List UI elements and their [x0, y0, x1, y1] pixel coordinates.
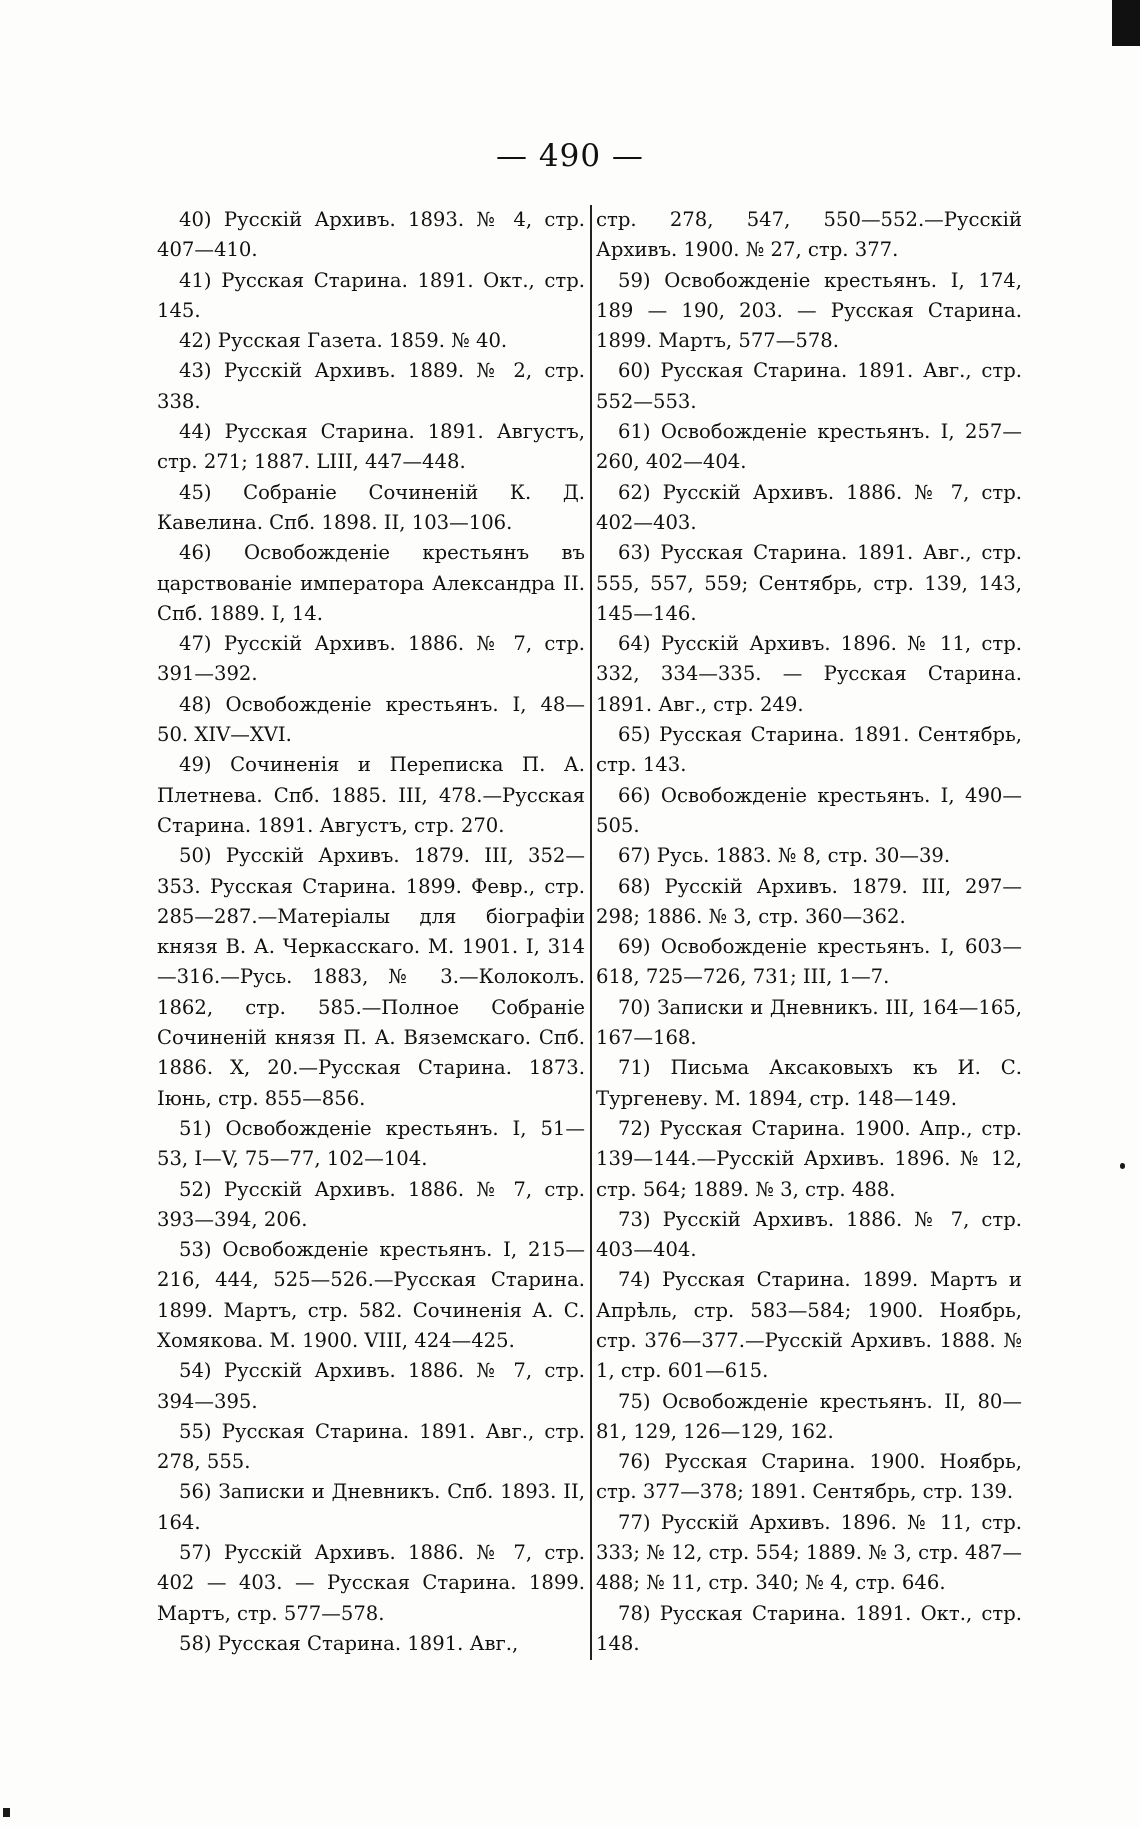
footnote-56: 56) Записки и Дневникъ. Спб. 1893. II, 164. [157, 1480, 585, 1534]
footnote-67: 67) Русь. 1883. № 8, стр. 30—39. [618, 844, 951, 868]
footnote-43: 43) Русскій Архивъ. 1889. № 2, стр. 338. [157, 359, 585, 413]
footnote-58-continuation: стр. 278, 547, 550—552.—Русскій Архивъ. 1900. № 27, стр. 377. [596, 208, 1022, 262]
footnote-58: 58) Русская Старина. 1891. Авг., [179, 1631, 519, 1655]
footnote-48: 48) Освобожденіе крестьянъ. I, 48—50. XIV—XVI. [157, 692, 585, 747]
scan-speck [1120, 1163, 1125, 1169]
footnote-78: 78) Русская Старина. 1891. Окт., стр. 148. [596, 1601, 1022, 1655]
footnote-45: 45) Собраніе Сочиненій К. Д. Кавелина. Спб. 1898. II, 103—106. [157, 480, 585, 534]
footnote-66: 66) Освобожденіе крестьянъ. I, 490—505. [596, 783, 1022, 837]
page-number: — 490 — [496, 138, 644, 174]
footnote-52: 52) Русскій Архивъ. 1886. № 7, стр. 393—394, 206. [157, 1177, 585, 1231]
footnote-42: 42) Русская Газета. 1859. № 40. [179, 329, 508, 353]
right-column [596, 205, 1022, 1659]
footnote-51: 51) Освобожденіе крестьянъ. I, 51—53, I—V, 75—77, 102—104. [157, 1116, 585, 1171]
footnote-47: 47) Русскій Архивъ. 1886. № 7, стр. 391—392. [157, 632, 585, 686]
footnote-71: 71) Письма Аксаковыхъ къ И. С. Тургеневу. М. 1894, стр. 148—149. [596, 1056, 1022, 1110]
footnote-69: 69) Освобожденіе крестьянъ. I, 603—618, 725—726, 731; III, 1—7. [596, 935, 1022, 989]
footnote-75: 75) Освобожденіе крестьянъ. II, 80—81, 129, 126—129, 162. [596, 1389, 1022, 1443]
footnote-74: 74) Русская Старина. 1899. Мартъ и Апрѣль, стр. 583—584; 1900. Ноябрь, стр. 376—377.—Русскій Архивъ. 1888. № 1, стр. 601—615. [596, 1268, 1022, 1383]
footnote-59: 59) Освобожденіе крестьянъ. I, 174, 189 — 190, 203. — Русская Старина. 1899. Мартъ, 577—578. [596, 268, 1022, 353]
footnote-40: 40) Русскій Архивъ. 1893. № 4, стр. 407—410. [157, 208, 585, 262]
footnote-61: 61) Освобожденіе крестьянъ. I, 257—260, 402—404. [596, 420, 1022, 474]
footnote-68: 68) Русскій Архивъ. 1879. III, 297—298; 1886. № 3, стр. 360—362. [596, 874, 1022, 928]
scan-speck [3, 1808, 10, 1817]
footnote-50: 50) Русскій Архивъ. 1879. III, 352—353. Русская Старина. 1899. Февр., стр. 285—287.—Матеріалы для біографіи князя В. А. Черкасскаго. М. 1901. I, 314—316.—Русь. 1883, № 3.—Колоколъ. 1862, стр. 585.—Полное Собраніе Сочиненій князя П. А. Вяземскаго. Спб. 1886. X, 20.—Русская Старина. 1873. Іюнь, стр. 855—856. [157, 844, 585, 1110]
footnote-76: 76) Русская Старина. 1900. Ноябрь, стр. 377—378; 1891. Сентябрь, стр. 139. [596, 1450, 1022, 1504]
footnote-64: 64) Русскій Архивъ. 1896. № 11, стр. 332, 334—335. — Русская Старина. 1891. Авг., стр. 249. [596, 632, 1022, 716]
column-divider [590, 205, 592, 1660]
footnote-65: 65) Русская Старина. 1891. Сентябрь, стр. 143. [596, 723, 1022, 777]
left-column [157, 205, 585, 1659]
footnote-73: 73) Русскій Архивъ. 1886. № 7, стр. 403—404. [596, 1207, 1022, 1262]
footnote-41: 41) Русская Старина. 1891. Окт., стр. 145. [157, 268, 585, 322]
footnote-54: 54) Русскій Архивъ. 1886. № 7, стр. 394—395. [157, 1359, 585, 1413]
footnote-49: 49) Сочиненія и Переписка П. А. Плетнева. Спб. 1885. III, 478.—Русская Старина. 1891. Августъ, стр. 270. [157, 753, 585, 837]
footnote-62: 62) Русскій Архивъ. 1886. № 7, стр. 402—403. [596, 480, 1022, 534]
footnote-55: 55) Русская Старина. 1891. Авг., стр. 278, 555. [157, 1419, 585, 1474]
footnote-70: 70) Записки и Дневникъ. III, 164—165, 167—168. [596, 995, 1022, 1050]
footnote-72: 72) Русская Старина. 1900. Апр., стр. 139—144.—Русскій Архивъ. 1896. № 12, стр. 564; 1889. № 3, стр. 488. [596, 1116, 1022, 1201]
footnote-60: 60) Русская Старина. 1891. Авг., стр. 552—553. [596, 359, 1022, 413]
footnote-57: 57) Русскій Архивъ. 1886. № 7, стр. 402 — 403. — Русская Старина. 1899. Мартъ, стр. 577—578. [157, 1541, 585, 1625]
footnote-46: 46) Освобожденіе крестьянъ въ царствованіе императора Александра II. Спб. 1889. I, 14. [157, 541, 585, 625]
footnote-44: 44) Русская Старина. 1891. Августъ, стр. 271; 1887. LIII, 447—448. [157, 420, 585, 474]
footnote-63: 63) Русская Старина. 1891. Авг., стр. 555, 557, 559; Сентябрь, стр. 139, 143, 145—146. [596, 541, 1022, 625]
footnote-53: 53) Освобожденіе крестьянъ. I, 215—216, 444, 525—526.—Русская Старина. 1899. Мартъ, стр. 582. Сочиненія А. С. Хомякова. М. 1900. VIII, 424—425. [157, 1238, 585, 1352]
footnote-77: 77) Русскій Архивъ. 1896. № 11, стр. 333; № 12, стр. 554; 1889. № 3, стр. 487—488; № 11, стр. 340; № 4, стр. 646. [596, 1510, 1022, 1595]
page-edge-shadow [1112, 0, 1140, 46]
